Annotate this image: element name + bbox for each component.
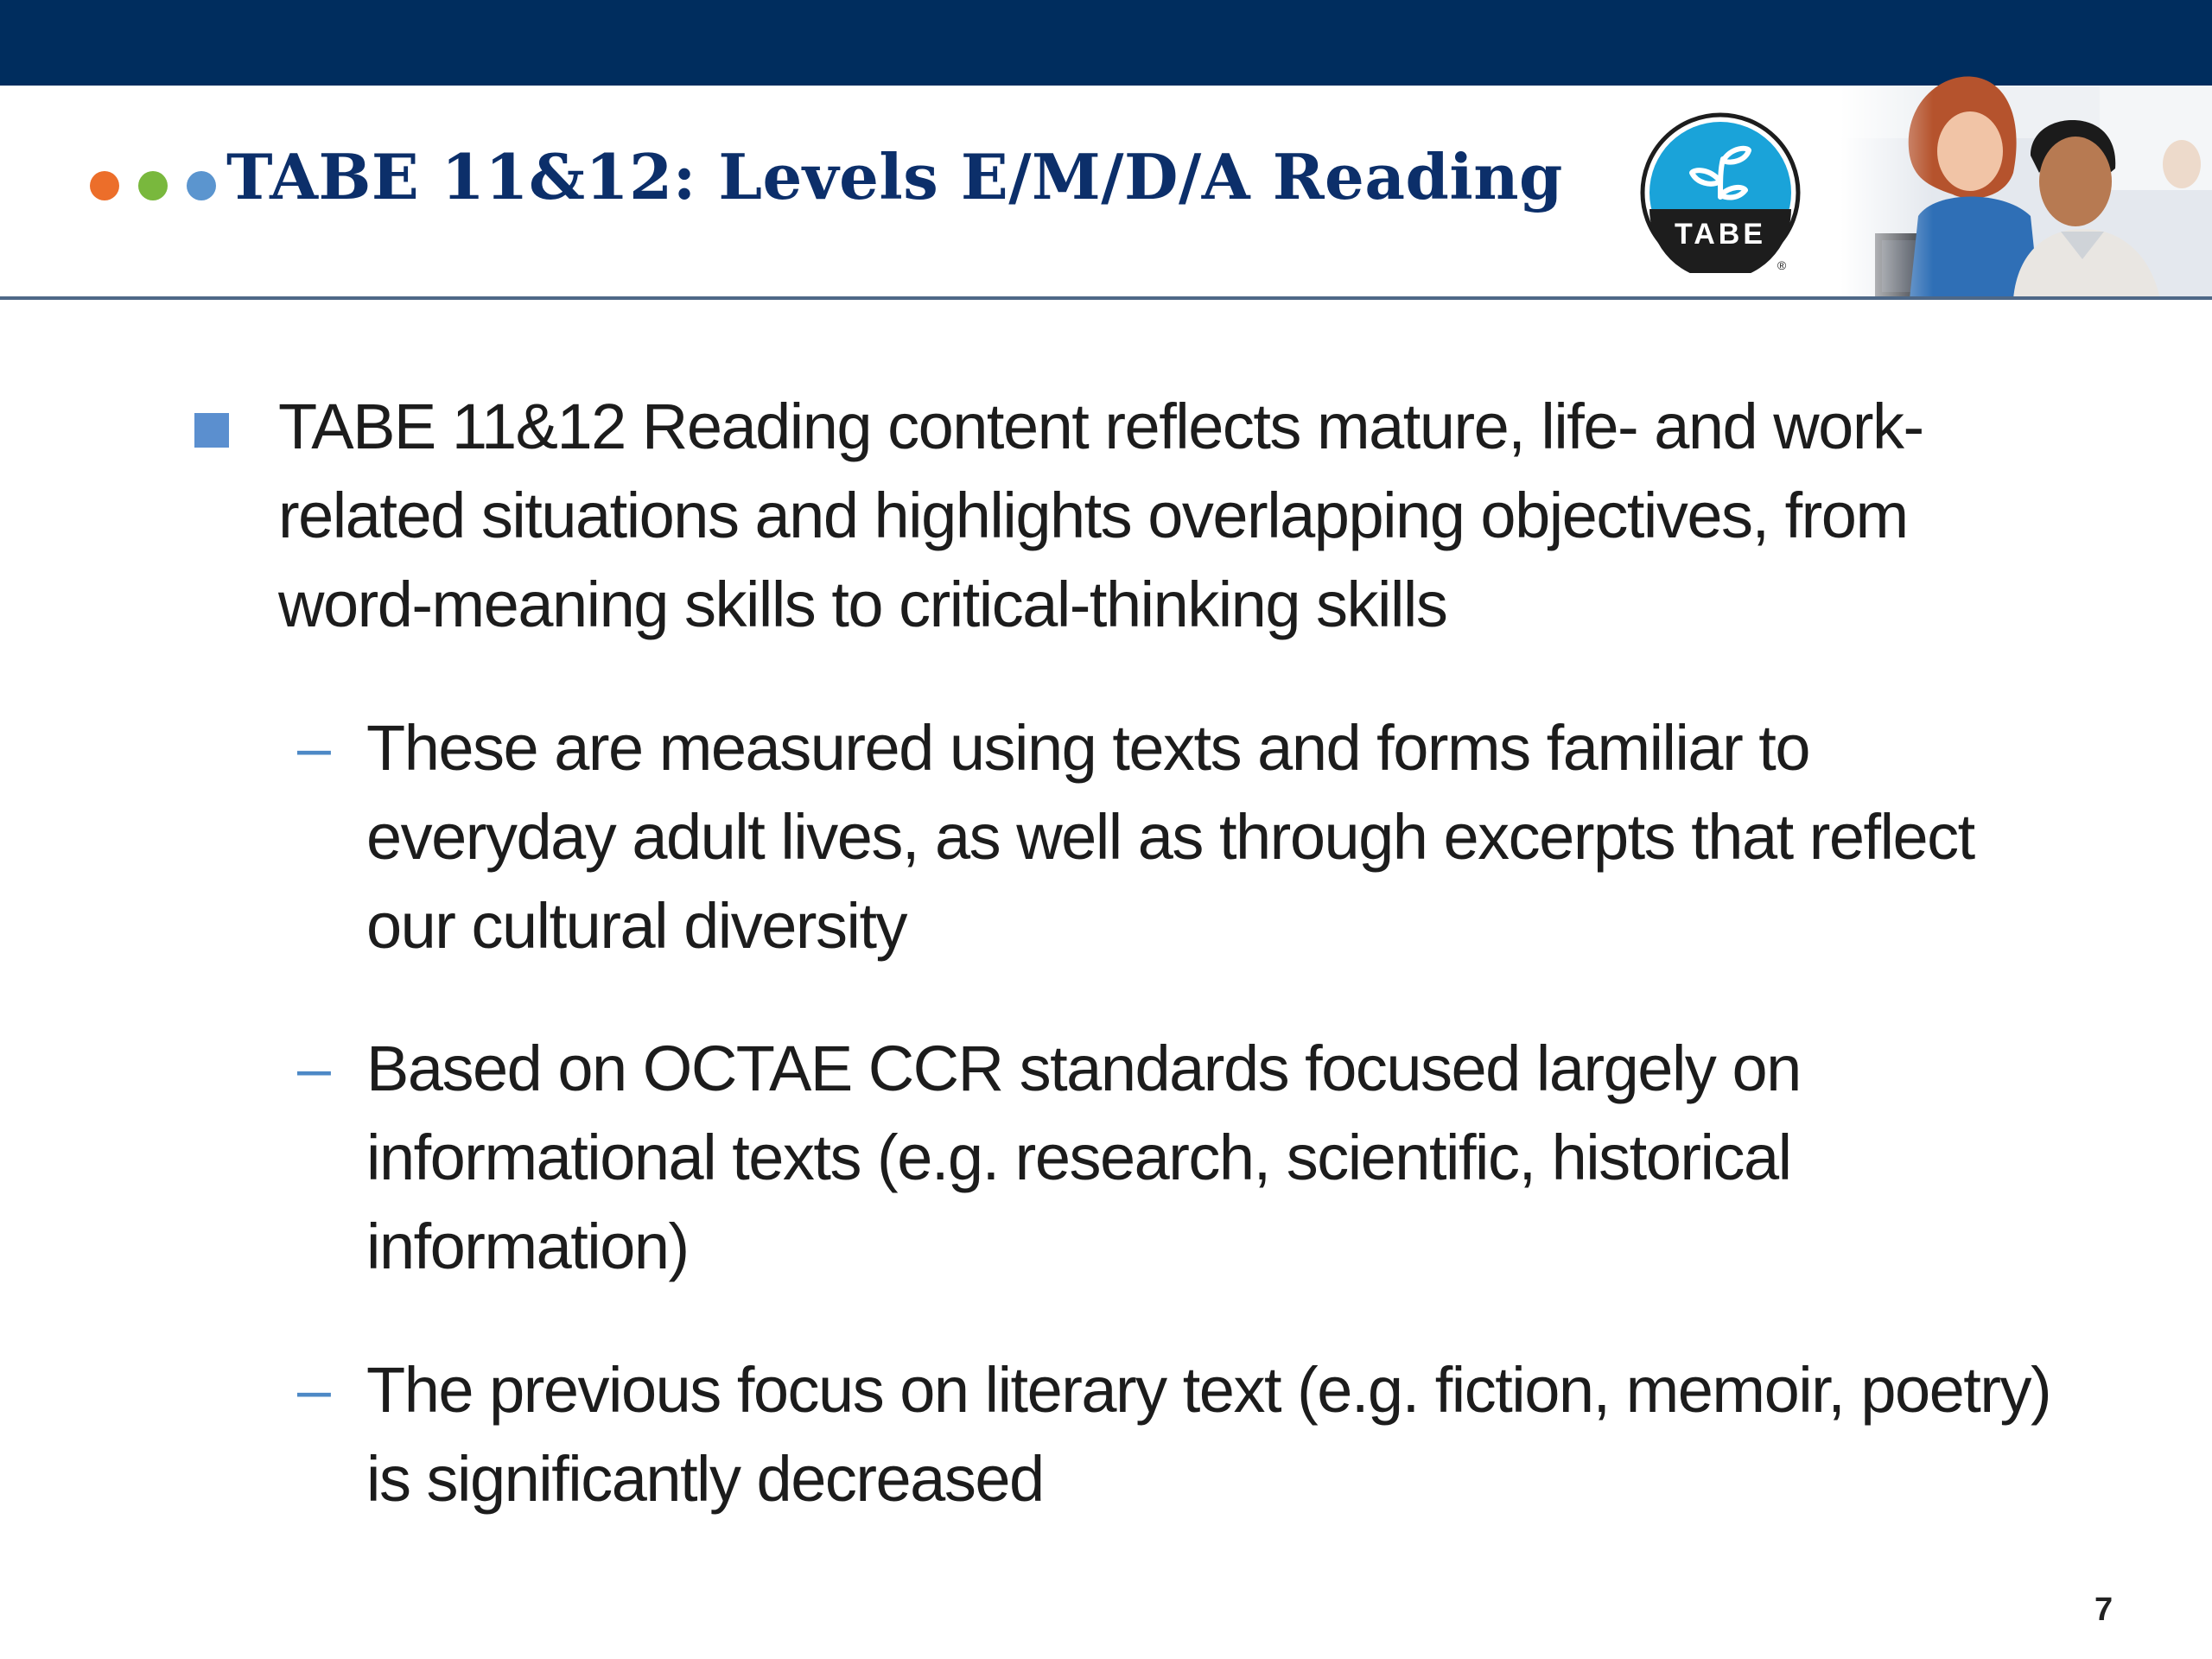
page-number: 7 [2094, 1592, 2113, 1628]
square-bullet-icon [194, 413, 229, 448]
blue-dot-icon [187, 171, 216, 200]
main-bullet-text: TABE 11&12 Reading content reflects mature, life- and work-related situations and highlights overlapping objectives, from word-meaning skills to critical-thinking skills [278, 391, 1923, 640]
orange-dot-icon [90, 171, 119, 200]
sub-bullet-text: The previous focus on literary text (e.g. fiction, memoir, poetry) is significantly decreased [366, 1354, 2051, 1515]
logo-text: TABE [1674, 218, 1767, 251]
green-dot-icon [138, 171, 168, 200]
dash-bullet-icon: – [297, 714, 331, 781]
photo-people-at-computer [1840, 52, 2212, 299]
dash-bullet-icon: – [297, 1034, 331, 1102]
dash-bullet-icon: – [297, 1356, 331, 1423]
sub-bullet-text: Based on OCTAE CCR standards focused largely on informational texts (e.g. research, scientific, historical information) [366, 1033, 1801, 1282]
tabe-logo [1640, 112, 1801, 273]
sub-bullet-text: These are measured using texts and forms familiar to everyday adult lives, as well as through excerpts that reflect our cultural diversity [366, 712, 1974, 962]
slide-title: TABE 11&12: Levels E/M/D/A Reading [226, 140, 1563, 213]
registered-mark: ® [1777, 258, 1787, 272]
header-divider [0, 296, 2212, 300]
